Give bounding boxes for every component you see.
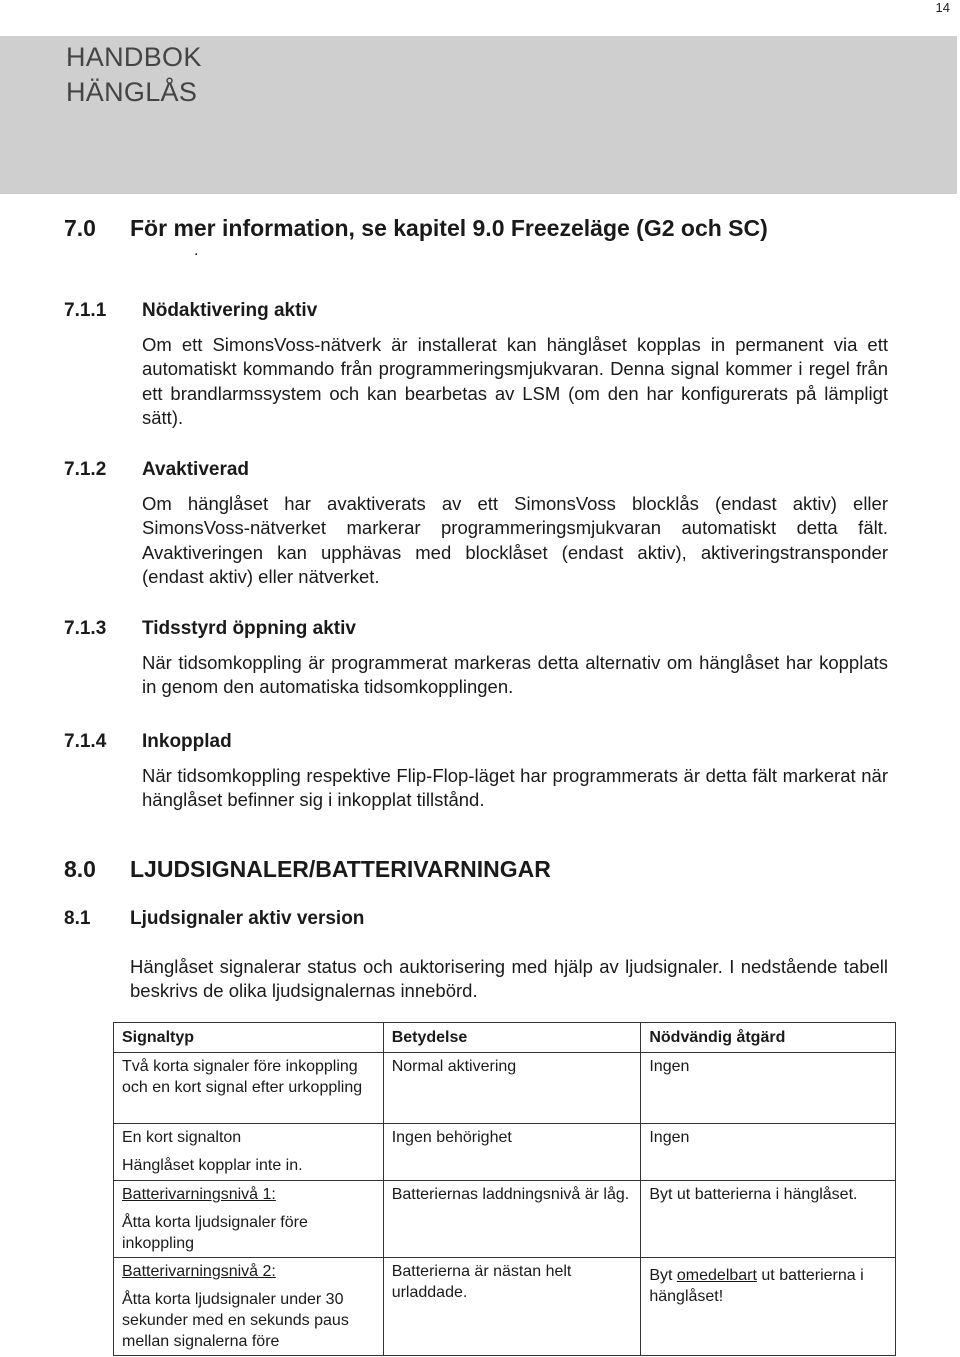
cell-line: Åtta korta ljudsignaler före inkoppling (122, 1214, 308, 1252)
section-7-0-title: För mer information, se kapitel 9.0 Freezeläge (G2 och SC) (130, 215, 768, 241)
table-cell: Ingen behörighet (383, 1124, 641, 1181)
cell-line: Hänglåset kopplar inte in. (122, 1157, 303, 1174)
column-header-signaltyp: Signaltyp (114, 1023, 384, 1053)
section-8-0-title: LJUDSIGNALER/BATTERIVARNINGAR (130, 856, 551, 882)
section-7-1-3-body (142, 651, 888, 700)
section-7-1-2-title: Avaktiverad (142, 459, 250, 480)
table-cell (641, 1258, 896, 1356)
battery-level-2-label: Batterivarningsnivå 2: (122, 1263, 276, 1280)
section-8-1-line: Hänglåset signalerar status och auktorisering med hjälp av ljudsignaler. I nedstående (130, 956, 838, 977)
section-7-1-1-title: Nödaktivering aktiv (142, 300, 318, 321)
section-7-1-3-number: 7.1.3 (64, 618, 107, 639)
section-7-1-2-number: 7.1.2 (64, 459, 107, 480)
section-7-1-4-line: markerat när hänglåset befinner sig i inkopplat tillstånd. (142, 765, 888, 811)
section-7-1-4-number: 7.1.4 (64, 731, 107, 752)
cell-line: Åtta korta ljudsignaler under 30 sekunder med en sekunds paus mellan signalerna före (122, 1291, 349, 1350)
header-title-line-2: HÄNGLÅS (66, 77, 198, 107)
page-number: 14 (935, 0, 950, 15)
table-cell: Ingen (641, 1053, 896, 1124)
table-cell: Batterierna är nästan helt urladdade. (383, 1258, 641, 1356)
table-cell: Två korta signaler före inkoppling och en kort signal efter urkoppling (114, 1053, 384, 1124)
section-7-1-2-line: SimonsVoss-nätverket markerar programmeringsmjukvaran automatiskt detta fält. (142, 517, 888, 539)
section-7-1-2-body (142, 492, 888, 589)
header-title-line-1: HANDBOK (66, 42, 202, 72)
table-row (114, 1124, 896, 1181)
section-8-1-body (130, 955, 888, 1004)
section-7-1-1-line: konfigurerats på lämpligt sätt). (142, 382, 889, 428)
table-cell: Byt ut batterierna i hänglåset. (641, 1181, 896, 1258)
battery-level-1-label: Batterivarningsnivå 1: (122, 1186, 276, 1203)
emphasis-text: omedelbart (676, 1267, 757, 1284)
section-7-1-2-line: Om hänglåset har avaktiverats av ett SimonsVoss blocklås (endast aktiv) eller (142, 493, 888, 514)
section-7-1-1-line: regel från ett brandlarmssystem och kan bearbetas av LSM (om den har (142, 358, 889, 404)
table-row (114, 1258, 896, 1356)
stray-dot: . (194, 242, 199, 259)
table-row (114, 1181, 896, 1258)
table-cell (114, 1124, 384, 1181)
section-8-1-line: tabell beskrivs de olika ljudsignalernas innebörd. (130, 956, 889, 1002)
section-7-1-4-title: Inkopplad (142, 731, 232, 752)
table-cell (114, 1181, 384, 1258)
table-cell: Normal aktivering (383, 1053, 641, 1124)
cell-text: ut batterierna i hänglåset! (649, 1267, 864, 1305)
column-header-atgard: Nödvändig åtgärd (641, 1023, 896, 1053)
table-cell: Batteriernas laddningsnivå är låg. (383, 1181, 641, 1258)
section-7-1-4-line: När tidsomkoppling respektive Flip-Flop-läget har programmerats är detta fält (142, 765, 778, 786)
section-8-1-title: Ljudsignaler aktiv version (130, 908, 365, 929)
cell-line: En kort signalton (122, 1129, 242, 1146)
column-header-betydelse: Betydelse (383, 1023, 641, 1053)
section-7-1-2-line: Avaktiveringen kan upphävas med blocklåset (endast aktiv), aktiveringstransponder (142, 541, 888, 563)
table-cell (114, 1258, 384, 1356)
section-7-1-3-line: När tidsomkoppling är programmerat markeras detta alternativ om hänglåset har (142, 652, 813, 673)
section-7-1-3-line: kopplats in genom den automatiska tidsomkopplingen. (142, 652, 889, 698)
cell-text: Byt (649, 1267, 677, 1284)
section-7-1-1-number: 7.1.1 (64, 300, 107, 321)
section-7-1-1-line: ett automatiskt kommando från programmeringsmjukvaran. Denna signal kommer i (142, 334, 888, 380)
section-7-1-1-line: Om ett SimonsVoss-nätverk är installerat kan hänglåset kopplas in permanent via (142, 334, 858, 355)
section-8-0-number: 8.0 (64, 856, 96, 882)
section-7-1-2-line: (endast aktiv) eller nätverket. (142, 565, 380, 587)
section-7-1-3-title: Tidsstyrd öppning aktiv (142, 618, 356, 639)
table-header-row (114, 1023, 896, 1053)
signal-table (113, 1022, 896, 1356)
section-7-1-1-body (142, 333, 888, 430)
section-7-1-4-body (142, 764, 888, 813)
section-7-0-number: 7.0 (64, 215, 96, 241)
table-row (114, 1053, 896, 1124)
table-cell: Ingen (641, 1124, 896, 1181)
section-8-1-number: 8.1 (64, 908, 91, 929)
